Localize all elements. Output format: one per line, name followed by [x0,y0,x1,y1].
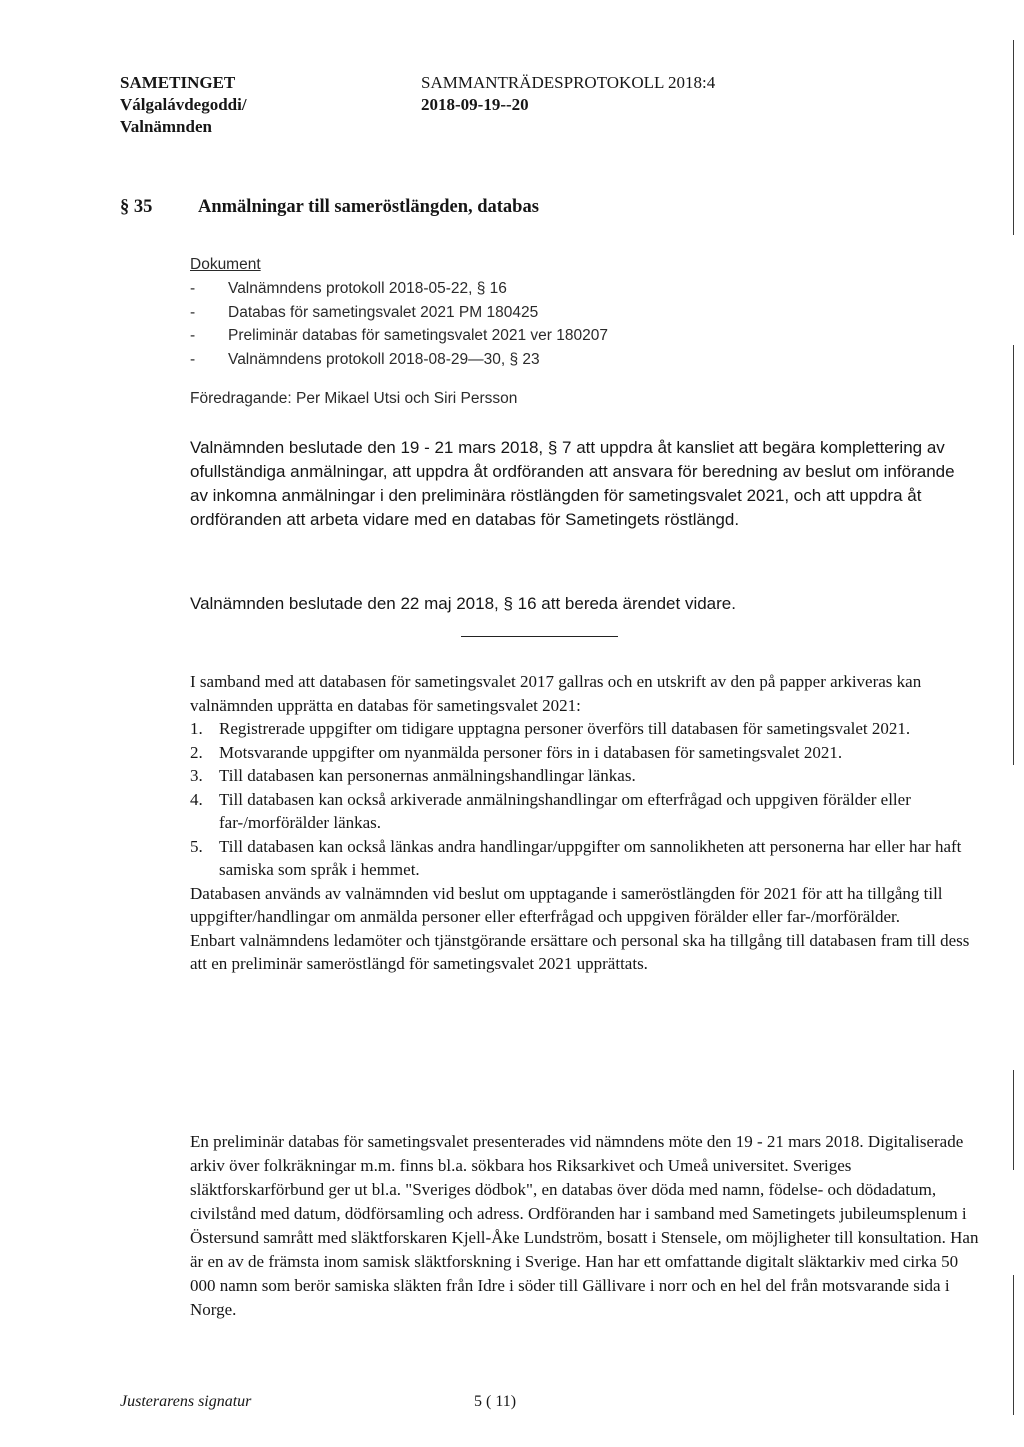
document-item-text: Valnämndens protokoll 2018-08-29—30, § 23 [228,351,540,369]
list-item-text: Till databasen kan också länkas andra handlingar/uppgifter om sannolikheten att personerna har eller har haft samiska som språk i hemmet. [219,836,962,879]
department-name-swedish: Valnämnden [120,117,212,136]
list-item-text: Motsvarande uppgifter om nyanmälda personer förs in i databasen för sametingsvalet 2021. [219,742,843,762]
document-type: SAMMANTRÄDESPROTOKOLL 2018:4 [421,73,716,92]
org-name: SAMETINGET [120,73,236,92]
usage-paragraph: Databasen används av valnämnden vid beslut om upptagande i sameröstlängden för 2021 för att ha tillgång till uppgifter/handlingar om anmälda personer eller efterfrågad och uppgiven förälder eller far-/morförälder. [190,883,943,926]
list-item-text: Till databasen kan personernas anmälningshandlingar länkas. [219,766,636,785]
list-item [190,741,980,765]
meeting-date: 2018-09-19--20 [421,95,529,114]
section-heading [120,197,539,218]
list-item [190,717,980,741]
scan-edge-line [1013,345,1014,765]
list-number: 3. [190,766,203,785]
list-number: 2. [190,742,203,762]
decision-paragraph: Valnämnden beslutade den 22 maj 2018, § 16 att bereda ärendet vidare. [190,594,736,613]
document-item [190,277,608,301]
body-text [190,670,980,976]
document-item [190,324,608,348]
scan-edge-line [1013,1070,1014,1170]
presenters-line: Föredragande: Per Mikael Utsi och Siri Persson [190,390,518,407]
list-item-text: Till databasen kan också arkiverade anmälningshandlingar om efterfrågad och uppgiven förälder eller far-/morförälder länkas. [219,789,911,832]
separator-line [461,636,618,637]
document-item-text: Valnämndens protokoll 2018-05-22, § 16 [228,279,507,297]
document-item-text: Databas för sametingsvalet 2021 PM 180425 [228,303,539,321]
department-name: Válgalávdegoddi/ [120,95,247,114]
list-item [190,764,980,788]
decision-paragraph: Valnämnden beslutade den 19 - 21 mars 2018, § 7 att uppdra åt kansliet att begära komplettering av ofullständiga anmälningar, att uppdra åt ordföranden att ansvara för beredning av beslut om införande av inkomna anmälningar i den preliminära röstlängden för sametingsvalet 2021, och att uppdra åt ordföranden att arbeta vidare med en databas för Sametingets röstlängd. [190,438,955,529]
document-item-text: Preliminär databas för sametingsvalet 2021 ver 180207 [228,327,608,345]
section-number: § 35 [120,197,153,217]
documents-list [190,253,608,372]
header-right [421,72,715,116]
list-item-text: Registrerade uppgifter om tidigare upptagna personer överförs till databasen för sametingsvalet 2021. [219,719,911,738]
page-number: 5 ( 11) [474,1393,517,1410]
dash-bullet: - [190,303,196,321]
access-paragraph: Enbart valnämndens ledamöter och tjänstgörande ersättare och personal ska ha tillgång till databasen fram till dess att en preliminär sameröstlängd för sametingsvalet 2021 upprättats. [190,930,970,973]
scan-edge-line [1013,40,1014,235]
dash-bullet: - [190,327,196,345]
list-item [190,788,980,835]
intro-paragraph: I samband med att databasen för sametingsvalet 2017 gallras och en utskrift av den på papper arkiveras kan valnämnden upprätta en databas för sametingsvalet 2021: [190,672,922,715]
document-item [190,348,608,372]
list-item [190,835,980,882]
header-left [120,72,247,138]
signature-label: Justerarens signatur [120,1393,252,1410]
numbered-list [190,717,980,882]
dash-bullet: - [190,279,196,297]
list-number: 4. [190,789,203,809]
documents-heading: Dokument [190,256,261,273]
closing-paragraph: En preliminär databas för sametingsvalet presenterades vid nämndens möte den 19 - 21 mars 2018. Digitaliserade arkiv över folkräkningar m.m. finns bl.a. sökbara hos Riksarkivet och Umeå universitet. Sveriges släktforskarförbund ger ut bl.a. "Sveriges dödbok", en databas över döda med namn, födelse- och dödadatum, civilstånd med datum, dödförsamling och adress. Ordföranden har i samband med Sametingets jubileumsplenum i Östersund samrått med släktforskaren Kjell-Åke Lundström, bosatt i Stensele, om möjligheter till konsultation. Han är en av de främsta inom samisk släktforskning i Sverige. Han har ett omfattande digitalt släktarkiv med cirka 50 000 namn som berör samiska släkten från Idre i söder till Gällivare i norr och en hel del från motsvarande sida i Norge. [190,1132,979,1319]
dash-bullet: - [190,351,196,369]
document-item [190,301,608,325]
scan-edge-line [1013,1275,1014,1415]
list-number: 1. [190,719,203,738]
section-title: Anmälningar till sameröstlängden, databas [198,197,539,217]
list-number: 5. [190,836,203,856]
